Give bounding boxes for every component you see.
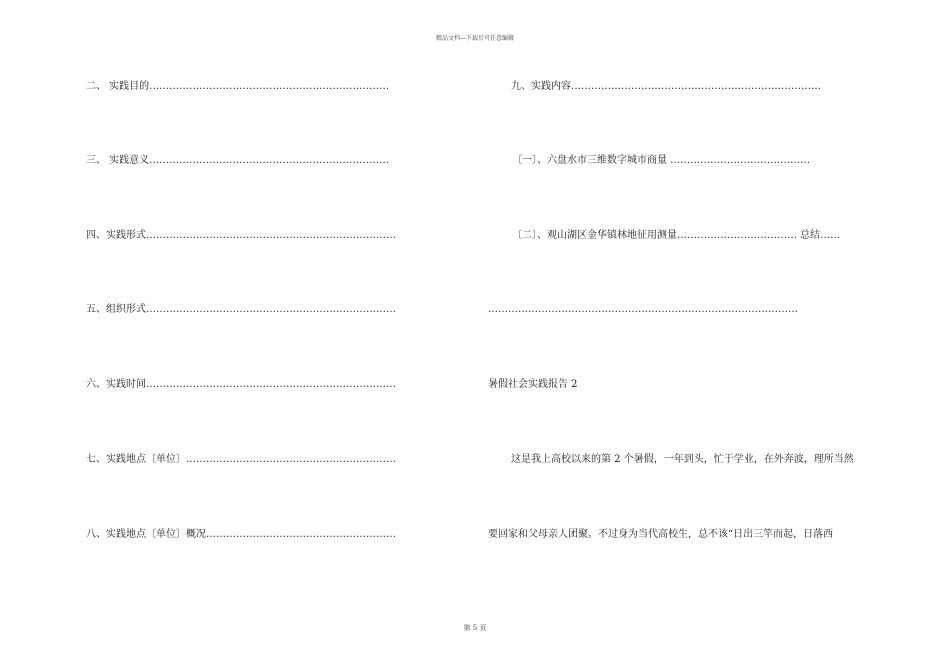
report-title: 暑假社会实践报告 2 [488, 379, 578, 390]
toc-item-content-1: 〔一〕、六盘水市三维数字城市商量 …………………………………… [512, 155, 811, 166]
toc-item-continuation: ………………………………………………………………………………… [488, 304, 798, 315]
body-paragraph-line-1: 这是我上高校以来的第 2 个暑假，一年到头，忙于学业，在外奔波，理所当然 [511, 454, 854, 465]
toc-item-content-2: 〔二〕、观山湖区金华镇林地征用测量……………………………… 总结…… [512, 230, 841, 241]
page-header: 精品文档---下载后可任意编辑 [435, 35, 515, 42]
toc-item-organization: 五、组织形式………………………………………………………………… [86, 304, 396, 315]
toc-item-location: 七、实践地点〔单位〕……………………………………………………… [86, 454, 396, 465]
toc-item-form: 四、实践形式………………………………………………………………… [86, 230, 396, 241]
body-paragraph-line-2: 要回家和父母亲人团聚。不过身为当代高校生，总不该“日出三竿而起，日落西 [488, 529, 834, 540]
toc-item-meaning: 三、 实践意义……………………………………………………………… [86, 155, 390, 166]
toc-item-location-overview: 八、实践地点〔单位〕概况………………………………………………… [86, 529, 396, 540]
page-number: 第 5 页 [463, 624, 487, 632]
toc-item-time: 六、实践时间………………………………………………………………… [86, 379, 396, 390]
toc-item-content: 九、实践内容………………………………………………………………… [511, 81, 821, 92]
toc-item-purpose: 二、 实践目的……………………………………………………………… [86, 81, 390, 92]
